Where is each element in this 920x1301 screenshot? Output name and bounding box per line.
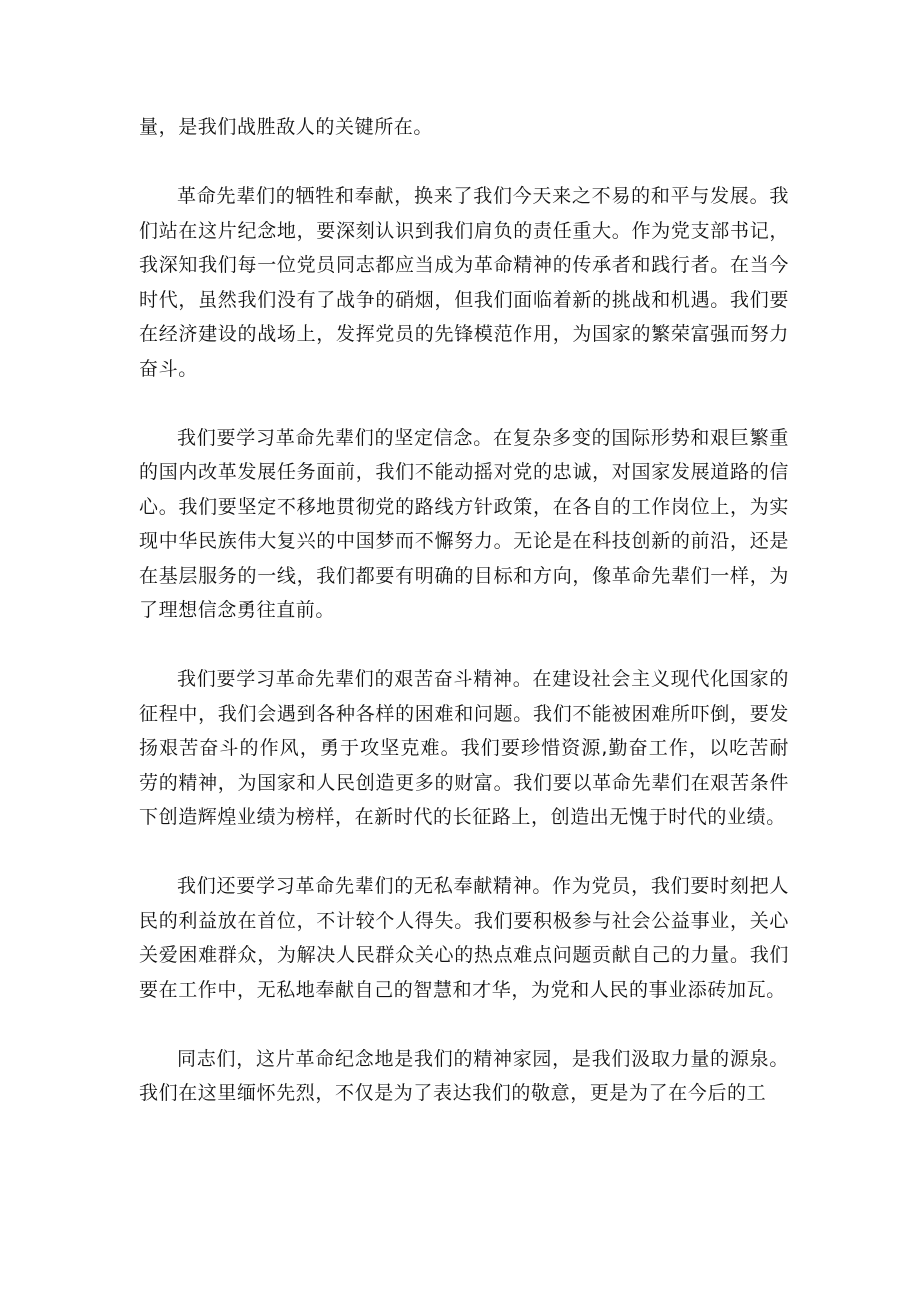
- paragraph-sacrifice: 革命先辈们的牺牲和奉献，换来了我们今天来之不易的和平与发展。我们站在这片纪念地，要深刻认识到我们肩负的责任重大。作为党支部书记，我深知我们每一位党员同志都应当成为革命精神的传承者和践行者。在当今时代，虽然我们没有了战争的硝烟，但我们面临着新的挑战和机遇。我们要在经济建设的战场上，发挥党员的先锋模范作用，为国家的繁荣富强而努力奋斗。: [139, 185, 789, 380]
- paragraph-selfless: 我们还要学习革命先辈们的无私奉献精神。作为党员，我们要时刻把人民的利益放在首位，不计较个人得失。我们要积极参与社会公益事业，关心关爱困难群众，为解决人民群众关心的热点难点问题贡献自己的力量。我们要在工作中，无私地奉献自己的智慧和才华，为党和人民的事业添砖加瓦。: [139, 875, 789, 1001]
- paragraph-continuation: 量，是我们战胜敌人的关键所在。: [139, 116, 434, 138]
- paragraph-closing: 同志们，这片革命纪念地是我们的精神家园，是我们汲取力量的源泉。我们在这里缅怀先烈，不仅是为了表达我们的敬意，更是为了在今后的工: [139, 1047, 789, 1104]
- document-body: [139, 110, 789, 1145]
- paragraph-belief: 我们要学习革命先辈们的坚定信念。在复杂多变的国际形势和艰巨繁重的国内改革发展任务面前，我们不能动摇对党的忠诚，对国家发展道路的信心。我们要坚定不移地贯彻党的路线方针政策，在各自的工作岗位上，为实现中华民族伟大复兴的中国梦而不懈努力。无论是在科技创新的前沿，还是在基层服务的一线，我们都要有明确的目标和方向，像革命先辈们一样，为了理想信念勇往直前。: [139, 426, 789, 621]
- paragraph-hard-work: 我们要学习革命先辈们的艰苦奋斗精神。在建设社会主义现代化国家的征程中，我们会遇到各种各样的困难和问题。我们不能被困难所吓倒，要发扬艰苦奋斗的作风，勇于攻坚克难。我们要珍惜资源,勤奋工作，以吃苦耐劳的精神，为国家和人民创造更多的财富。我们要以革命先辈们在艰苦条件下创造辉煌业绩为榜样，在新时代的长征路上，创造出无愧于时代的业绩。: [139, 668, 789, 828]
